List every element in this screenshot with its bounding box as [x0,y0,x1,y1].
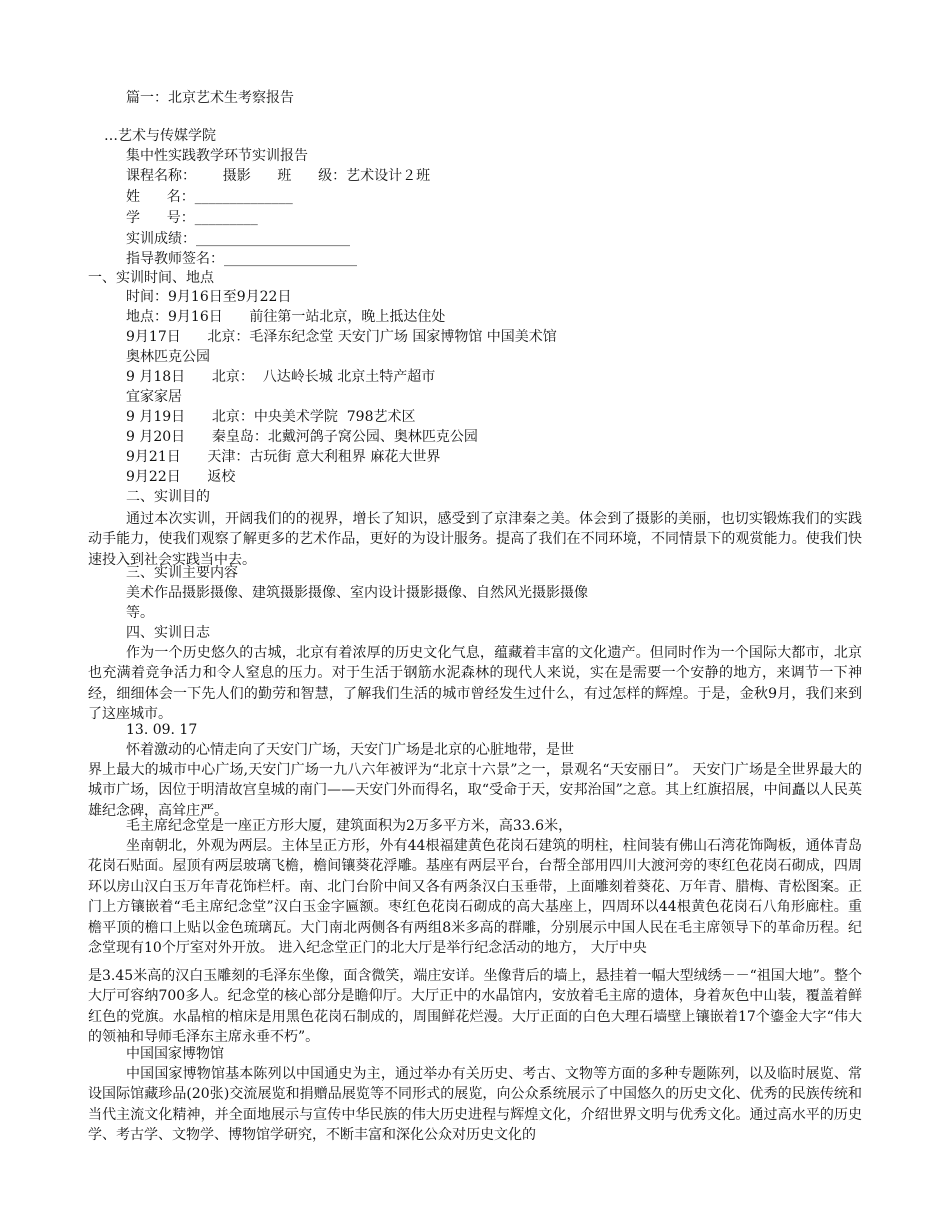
time-line: 时间：9月16日至9月22日 [126,289,292,305]
purpose-paragraph: 通过本次实训，开阔我们的的视界，增长了知识，感受到了京津秦之美。体会到了摄影的美丽，也切实锻炼我们的实践动手能力，使我们观察了解更多的艺术作品，更好的为设计服务。提高了我们在不同环境，不同情景下的观赏能力。使我们快速投入到社会实践当中去。 [88,511,862,568]
school-name: …艺术与传媒学院 [104,128,216,144]
score-field: 实训成绩：______________________ [126,231,350,247]
itinerary-day-17-cont: 奥林匹克公园 [126,349,210,365]
document-title: 篇一：北京艺术生考察报告 [126,90,294,106]
mausoleum-line: 毛主席纪念堂是一座正方形大厦，建筑面积为2万多平方米，高33.6米， [126,818,573,834]
place-line: 地点：9月16日 前往第一站北京，晚上抵达住处 [126,309,446,325]
museum-paragraph: 中国国家博物馆基本陈列以中国通史为主，通过举办有关历史、考古、文物等方面的多种专题陈列，以及临时展览、常设国际馆藏珍品(20张)交流展览和捐赠品展览等不同形式的展览，向公众系统展示了中国悠久的历史文化、优秀的民族传统和当代主流文化精神，并全面地展示与宣传中华民族的伟大历史进程与辉煌文化，介绍世界文明与优秀文化。通过高水平的历史学、考古学、文物学、博物馆学研究，不断丰富和深化公众对历史文化的 [88,1066,862,1144]
section-heading-log: 四、实训日志 [126,625,210,641]
mausoleum-paragraph-cont: 是3.45米高的汉白玉雕刻的毛泽东坐像，面含微笑，端庄安详。坐像背后的墙上，悬挂着一幅大型绒绣－－“祖国大地”。整个大厅可容纳700多人。纪念堂的核心部分是瞻仰厅。大厅正中的水晶馆内，安放着毛主席的遗体，身着灰色中山装，覆盖着鲜红色的党旗。水晶棺的棺床是用黑色花岗石制成的，周围鲜花烂漫。大厅正面的白色大理石墙壁上镶嵌着17个鎏金大字“伟大的领袖和导师毛泽东主席永垂不朽”。 [88,968,862,1046]
itinerary-day-20: 9 月20日 秦皇岛：北戴河鸽子窝公园、奥林匹克公园 [126,429,478,445]
section-heading-time-place: 一、实训时间、地点 [88,270,214,286]
student-name-field: 姓 名：______________ [126,189,293,205]
itinerary-day-18-cont: 宜家家居 [126,389,182,405]
content-line: 美术作品摄影摄像、建筑摄影摄像、室内设计摄影摄像、自然风光摄影摄像 [126,585,588,601]
itinerary-day-21: 9月21日 天津：古玩街 意大利租界 麻花大世界 [126,449,441,465]
tiananmen-line: 怀着激动的心情走向了天安门广场，天安门广场是北京的心脏地带，是世 [126,742,574,758]
teacher-signature-field: 指导教师签名：___________________ [126,251,357,267]
museum-heading: 中国国家博物馆 [126,1046,224,1062]
section-heading-purpose: 二、实训目的 [126,489,210,505]
itinerary-day-17: 9月17日 北京：毛泽东纪念堂 天安门广场 国家博物馆 中国美术馆 [126,329,557,345]
itinerary-day-18: 9 月18日 北京： 八达岭长城 北京土特产超市 [126,369,436,385]
student-id-field: 学 号：_________ [126,210,258,226]
mausoleum-paragraph: 坐南朝北，外观为两层。主体呈正方形，外有44根福建黄色花岗石建筑的明柱，柱间装有佛山石湾花饰陶板，通体青岛花岗石贴面。屋顶有两层玻璃飞檐，檐间镶葵花浮雕。基座有两层平台，台帮全部用四川大渡河旁的枣红色花岗石砌成，四周环以房山汉白玉万年青花饰栏杆。南、北门台阶中间又各有两条汉白玉垂带，上面雕刻着葵花、万年青、腊梅、青松图案。正门上方镶嵌着“毛主席纪念堂”汉白玉金字匾额。枣红色花岗石砌成的高大基座上，四周环以44根黄色花岗石八角形廊柱。重檐平顶的檐口上贴以金色琉璃瓦。大门南北两侧各有两组8米多高的群雕，分别展示中国人民在毛主席领导下的革命历程。纪念堂现有10个厅室对外开放。 进入纪念堂正门的北大厅是举行纪念活动的地方， 大厅中央 [88,838,862,957]
course-line: 课程名称： 摄影 班 级：艺术设计２班 [126,168,431,184]
log-intro-paragraph: 作为一个历史悠久的古城，北京有着浓厚的历史文化气息，蕴藏着丰富的文化遗产。但同时作为一个国际大都市，北京也充满着竞争活力和令人窒息的压力。对于生活于钢筋水泥森林的现代人来说，实在是需要一个安静的地方，来调节一下神经，细细体会一下先人们的勤劳和智慧，了解我们生活的城市曾经发生过什么，有过怎样的辉煌。于是，金秋9月，我们来到了这座城市。 [88,645,862,723]
log-date: 13. 09. 17 [126,722,198,738]
itinerary-day-19: 9 月19日 北京：中央美术学院 798艺术区 [126,409,416,425]
itinerary-day-22: 9月22日 返校 [126,469,236,485]
report-heading: 集中性实践教学环节实训报告 [126,148,308,164]
tiananmen-paragraph: 界上最大的城市中心广场,天安门广场一九八六年被评为“北京十六景”之一，景观名“天安丽日”。 天安门广场是全世界最大的城市广场，因位于明清故宫皇城的南门——天安门外而得名，取“受命于天，安邦治国”之意。其上红旗招展，中间矗以人民英雄纪念碑，高耸庄严。 [88,762,862,819]
section-heading-content: 三、实训主要内容 [126,565,238,581]
content-line-cont: 等。 [126,605,154,621]
